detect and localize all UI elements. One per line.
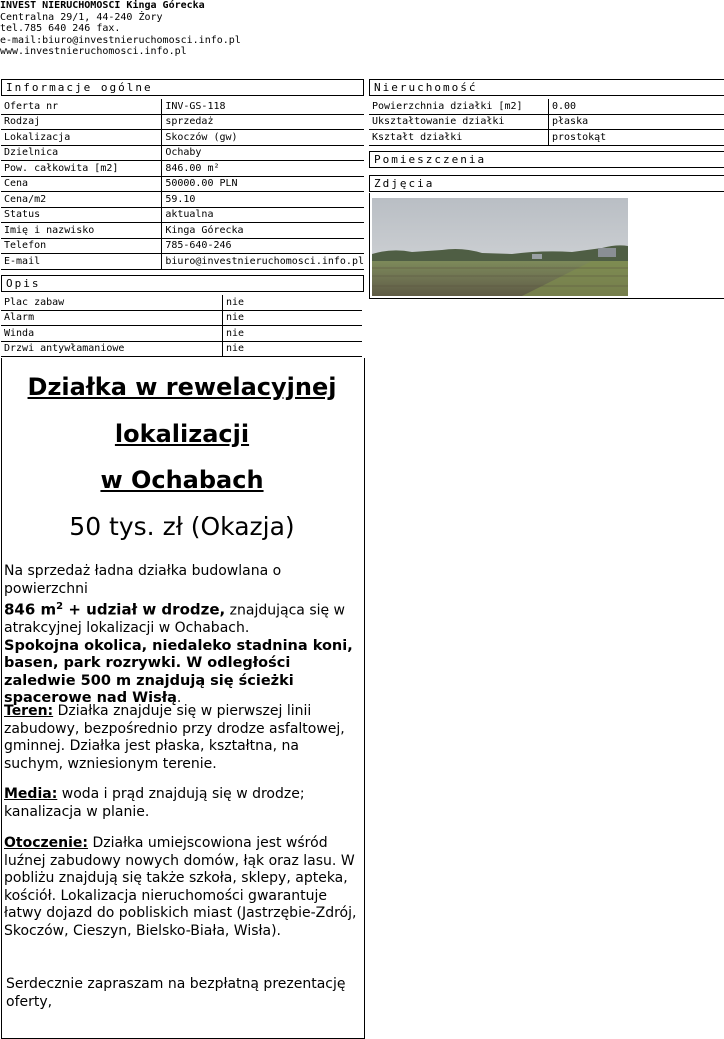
- table-row: [1, 177, 364, 193]
- row-value: nie: [223, 342, 362, 358]
- row-value: płaska: [549, 115, 724, 131]
- teren-text: Działka znajduje się w pierwszej linii zabudowy, bezpośrednio przy drodze asfaltowej, gminnej. Działka jest płaska, kształtna, na suchym, wzniesionym terenie.: [4, 703, 345, 772]
- table-row: [369, 115, 724, 131]
- row-value: 0.00: [549, 99, 724, 115]
- row-key: Cena: [1, 177, 162, 193]
- row-key: Ukształtowanie działki: [369, 115, 549, 131]
- property-section-title: Nieruchomość: [369, 79, 724, 96]
- agency-www[interactable]: www.investnieruchomosci.info.pl: [0, 46, 187, 57]
- table-row: [1, 146, 364, 162]
- table-row: [1, 99, 364, 115]
- agency-phone: tel.785 640 246 fax.: [0, 23, 121, 34]
- row-key: Plac zabaw: [1, 295, 223, 311]
- media-label: Media:: [4, 786, 58, 802]
- p1-area: 846 m: [4, 600, 57, 619]
- description-otoczenie: [4, 835, 362, 940]
- row-key: Lokalizacja: [1, 130, 162, 146]
- row-key: Imię i nazwisko: [1, 223, 162, 239]
- description-price: 50 tys. zł (Okazja): [69, 512, 295, 541]
- row-value: prostokąt: [549, 130, 724, 146]
- landscape-photo-icon: [372, 198, 628, 296]
- description-media: [4, 786, 362, 821]
- teren-label: Teren:: [4, 703, 54, 719]
- row-key: Telefon: [1, 239, 162, 255]
- property-table: [369, 99, 724, 146]
- row-value: nie: [223, 326, 362, 342]
- table-row: [1, 254, 364, 270]
- description-heading-3: w Ochabach: [100, 466, 264, 494]
- row-value: 50000.00 PLN: [162, 177, 364, 193]
- row-value: INV-GS-118: [162, 99, 364, 115]
- description-teren: [4, 703, 362, 773]
- row-value: Skoczów (gw): [162, 130, 364, 146]
- table-row: [1, 223, 364, 239]
- row-key: Status: [1, 208, 162, 224]
- row-value: Kinga Górecka: [162, 223, 364, 239]
- row-value: 846.00 m²: [162, 161, 364, 177]
- row-key: Pow. całkowita [m2]: [1, 161, 162, 177]
- p1-bold: + udział w drodze,: [63, 600, 226, 619]
- rooms-section-title: Pomieszczenia: [369, 151, 724, 168]
- table-row: [1, 208, 364, 224]
- table-row: [369, 99, 724, 115]
- general-section-title: Informacje ogólne: [1, 79, 364, 96]
- p1-end: .: [176, 690, 182, 707]
- table-row: [1, 115, 364, 131]
- agency-address: Centralna 29/1, 44-240 Żory: [0, 11, 163, 23]
- description-paragraph-1: [4, 563, 362, 708]
- row-value: 785-640-246: [162, 239, 364, 255]
- row-value[interactable]: biuro@investnieruchomosci.info.pl: [162, 254, 364, 270]
- row-key: Rodzaj: [1, 115, 162, 131]
- row-key: Powierzchnia działki [m2]: [369, 99, 549, 115]
- table-row: [1, 326, 362, 342]
- table-row: [1, 192, 364, 208]
- table-row: [1, 161, 364, 177]
- row-key: Oferta nr: [1, 99, 162, 115]
- opis-table: [1, 295, 362, 357]
- row-key: Kształt działki: [369, 130, 549, 146]
- p1-bold2: Spokojna okolica, niedaleko stadnina koni, basen, park rozrywki. W odległości zaledwie 500 m znajdują się ścieżki spacerowe nad Wisłą: [4, 637, 353, 707]
- table-row: [1, 239, 364, 255]
- p1-sup: 2: [56, 601, 64, 612]
- opis-section-title: Opis: [1, 275, 364, 292]
- row-value: nie: [223, 295, 362, 311]
- table-row: [369, 130, 724, 146]
- description-closing: Serdecznie zapraszam na bezpłatną prezentację oferty,: [6, 976, 346, 1010]
- p1-start: Na sprzedaż ładna działka budowlana o powierzchni: [4, 563, 282, 597]
- otoczenie-label: Otoczenie:: [4, 835, 89, 851]
- general-info-table: [1, 99, 364, 270]
- description-heading-2: lokalizacji: [114, 420, 250, 448]
- table-row: [1, 295, 362, 311]
- row-key: Dzielnica: [1, 146, 162, 162]
- table-row: [1, 311, 362, 327]
- p1-rest: znajdująca się w atrakcyjnej lokalizacji w Ochabach.: [4, 602, 346, 637]
- row-key: Drzwi antywłamaniowe: [1, 342, 223, 358]
- row-value: 59.10: [162, 192, 364, 208]
- media-text: woda i prąd znajdują się w drodze; kanalizacja w planie.: [4, 786, 305, 820]
- row-value: Ochaby: [162, 146, 364, 162]
- row-key: Alarm: [1, 311, 223, 327]
- row-key: Winda: [1, 326, 223, 342]
- table-row: [1, 130, 364, 146]
- photos-section-title: Zdjęcia: [369, 175, 724, 192]
- row-value: sprzedaż: [162, 115, 364, 131]
- description-heading-1: Działka w rewelacyjnej: [27, 373, 337, 401]
- otoczenie-text: Działka umiejscowiona jest wśród luźnej zabudowy nowych domów, łąk oraz lasu. W pobliżu znajdują się także szkoła, sklepy, apteka, kościół. Lokalizacja nieruchomości gwarantuje łatwy dojazd do pobliskich miast (Jastrzębie-Zdrój, Skoczów, Cieszyn, Bielsko-Biała, Wisła).: [4, 835, 357, 939]
- property-photo[interactable]: [372, 198, 628, 296]
- agency-header: [0, 0, 241, 58]
- table-row: [1, 342, 362, 358]
- agency-name: INVEST NIERUCHOMOŚCI Kinga Górecka: [0, 0, 205, 11]
- row-value: nie: [223, 311, 362, 327]
- row-value: aktualna: [162, 208, 364, 224]
- row-key: E-mail: [1, 254, 162, 270]
- agency-email[interactable]: e-mail:biuro@investnieruchomosci.info.pl: [0, 34, 241, 46]
- row-key: Cena/m2: [1, 192, 162, 208]
